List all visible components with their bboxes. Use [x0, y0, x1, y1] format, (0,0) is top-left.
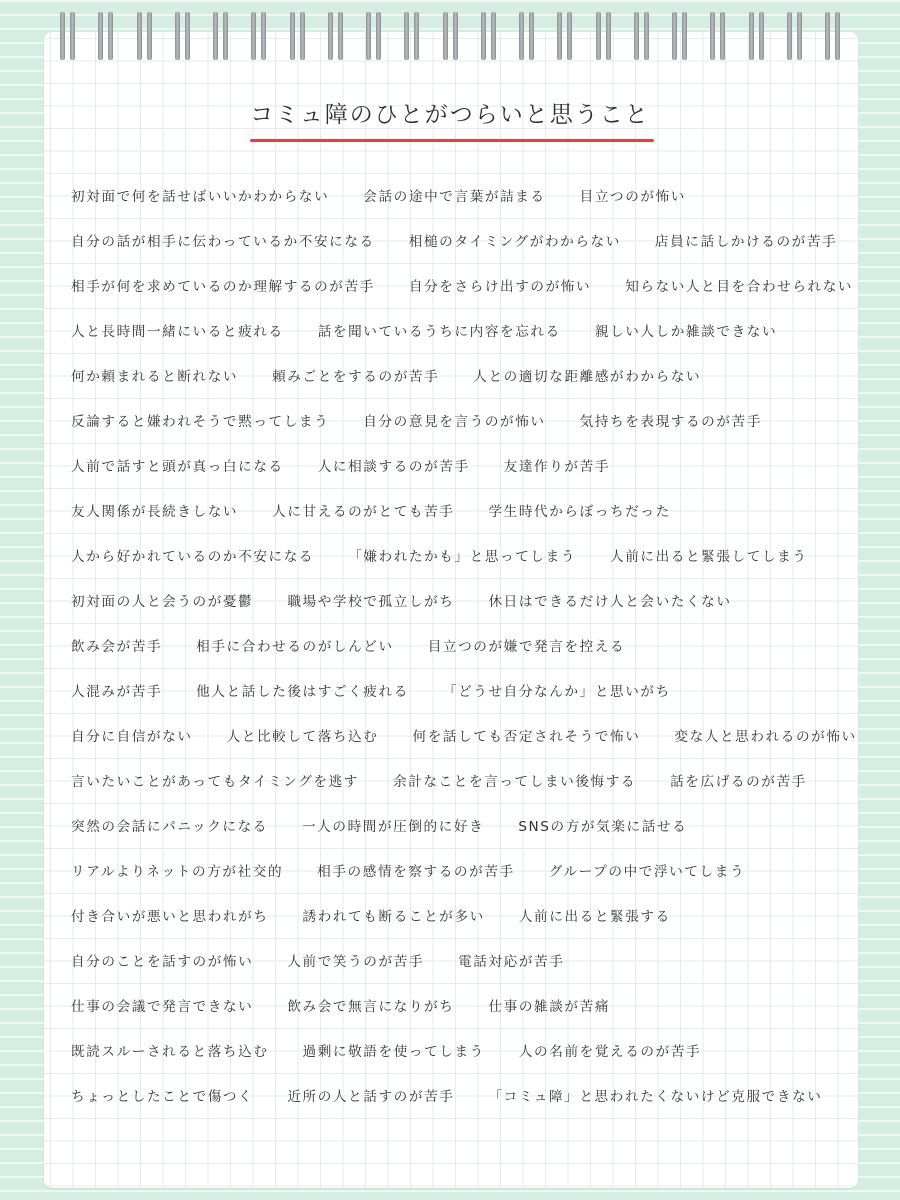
phrase-row	[71, 631, 861, 676]
binding-ring	[749, 12, 764, 60]
binding-ring	[672, 12, 687, 60]
phrase-text: 会話の途中で言葉が詰まる	[363, 189, 546, 205]
phrase-text: 余計なことを言ってしまい後悔する	[393, 774, 637, 790]
phrase-row	[71, 766, 861, 811]
phrase-row	[71, 496, 861, 541]
phrase-text: 近所の人と話すのが苦手	[287, 1089, 455, 1105]
binding-ring	[328, 12, 343, 60]
phrase-row	[71, 856, 861, 901]
binding-ring	[366, 12, 381, 60]
binding-ring	[443, 12, 458, 60]
phrase-text: 反論すると嫌われそうで黙ってしまう	[71, 414, 330, 430]
phrase-row	[71, 1036, 861, 1081]
phrase-text: 自分をさらけ出すのが怖い	[408, 279, 592, 295]
phrase-text: 「嫌われたかも」と思ってしまう	[348, 549, 577, 565]
phrase-row	[71, 541, 861, 586]
phrase-text: 人との適切な距離感がわからない	[473, 369, 702, 385]
phrase-text: リアルよりネットの方が社交的	[71, 864, 284, 880]
phrase-text: 気持ちを表現するのが苦手	[579, 414, 762, 430]
binding-ring	[596, 12, 611, 60]
phrase-text: 人前に出ると緊張してしまう	[610, 549, 808, 565]
phrase-text: 何か頼まれると断れない	[71, 369, 239, 385]
phrase-row	[71, 451, 861, 496]
phrase-text: 初対面の人と会うのが憂鬱	[71, 594, 254, 610]
phrase-text: 仕事の雑談が苦痛	[488, 999, 611, 1015]
binding-ring	[787, 12, 802, 60]
phrase-text: 飲み会が苦手	[71, 639, 163, 655]
phrase-text: 人に相談するのが苦手	[317, 459, 470, 475]
phrase-row	[71, 901, 861, 946]
phrase-text: 学生時代からぼっちだった	[488, 504, 671, 520]
phrase-row	[71, 721, 861, 766]
phrase-text: 仕事の会議で発言できない	[71, 999, 254, 1015]
phrase-text: 人前に出ると緊張する	[518, 909, 671, 925]
phrase-row	[71, 271, 861, 316]
phrase-text: 既読スルーされると落ち込む	[71, 1044, 269, 1060]
binding-ring	[825, 12, 840, 60]
phrase-text: 何を話しても否定されそうで怖い	[412, 729, 641, 745]
phrase-text: 付き合いが悪いと思われがち	[71, 909, 269, 925]
phrase-text: 誘われても断ることが多い	[302, 909, 485, 925]
phrase-text: 話を聞いているうちに内容を忘れる	[317, 324, 561, 340]
phrase-text: 相手の感情を察するのが苦手	[317, 864, 515, 880]
binding-ring	[710, 12, 725, 60]
phrase-row	[71, 226, 861, 271]
phrase-text: 親しい人しか雑談できない	[594, 324, 778, 340]
phrase-row	[71, 406, 861, 451]
binding-ring	[404, 12, 419, 60]
phrase-text: 自分の意見を言うのが怖い	[363, 414, 546, 430]
binding-ring	[290, 12, 305, 60]
phrase-text: 人と長時間一緒にいると疲れる	[71, 324, 284, 340]
phrase-text: 相手に合わせるのがしんどい	[196, 639, 394, 655]
phrase-list	[71, 181, 861, 1126]
phrase-text: 自分のことを話すのが怖い	[71, 954, 254, 970]
page-title: コミュ障のひとがつらいと思うこと	[250, 102, 650, 128]
phrase-text: ちょっとしたことで傷つく	[71, 1089, 254, 1105]
phrase-text: 突然の会話にパニックになる	[71, 819, 268, 835]
phrase-text: 「コミュ障」と思われたくないけど克服できない	[488, 1089, 823, 1105]
binding-ring	[175, 12, 190, 60]
phrase-text: 友達作りが苦手	[503, 459, 611, 475]
phrase-row	[71, 361, 861, 406]
phrase-text: 人に甘えるのがとても苦手	[272, 504, 455, 520]
phrase-text: 人混みが苦手	[71, 684, 163, 700]
phrase-text: 他人と話した後はすごく疲れる	[196, 684, 409, 700]
phrase-text: 電話対応が苦手	[458, 954, 565, 970]
phrase-text: 「どうせ自分なんか」と思いがち	[442, 684, 671, 700]
binding-ring	[60, 12, 75, 60]
phrase-text: SNSの方が気楽に話せる	[518, 819, 688, 835]
phrase-text: 頼みごとをするのが苦手	[272, 369, 440, 385]
binding-ring	[137, 12, 152, 60]
phrase-text: 目立つのが嫌で発言を控える	[427, 639, 626, 655]
phrase-text: 相槌のタイミングがわからない	[408, 234, 621, 250]
phrase-text: 自分の話が相手に伝わっているか不安になる	[71, 234, 375, 250]
phrase-text: 一人の時間が圧倒的に好き	[301, 819, 485, 835]
phrase-row	[71, 811, 861, 856]
binding-ring	[557, 12, 572, 60]
phrase-text: 話を広げるのが苦手	[670, 774, 807, 790]
phrase-row	[71, 991, 861, 1036]
phrase-text: 人から好かれているのか不安になる	[71, 549, 315, 565]
phrase-text: 人と比較して落ち込む	[226, 729, 379, 745]
phrase-row	[71, 181, 861, 226]
phrase-text: 自分に自信がない	[71, 729, 193, 745]
binding-ring	[481, 12, 496, 60]
phrase-text: 知らない人と目を合わせられない	[625, 279, 854, 295]
binding-ring	[519, 12, 534, 60]
binding-ring	[213, 12, 228, 60]
phrase-text: グループの中で浮いてしまう	[548, 864, 746, 880]
phrase-text: 過剰に敬語を使ってしまう	[302, 1044, 485, 1060]
phrase-text: 飲み会で無言になりがち	[287, 999, 455, 1015]
phrase-text: 友人関係が長続きしない	[71, 504, 239, 520]
phrase-text: 相手が何を求めているのか理解するのが苦手	[71, 279, 375, 295]
binding-ring	[98, 12, 113, 60]
phrase-row	[71, 316, 861, 361]
phrase-row	[71, 946, 861, 991]
phrase-text: 人前で話すと頭が真っ白になる	[71, 459, 284, 475]
phrase-text: 人の名前を覚えるのが苦手	[518, 1044, 702, 1060]
phrase-row	[71, 1081, 861, 1126]
phrase-text: 変な人と思われるのが怖い	[674, 729, 857, 745]
phrase-text: 店員に話しかけるのが苦手	[654, 234, 838, 250]
phrase-row	[71, 586, 861, 631]
phrase-text: 初対面で何を話せばいいかわからない	[71, 189, 330, 205]
phrase-text: 職場や学校で孤立しがち	[287, 594, 455, 610]
binding-ring	[251, 12, 266, 60]
binding-ring	[634, 12, 649, 60]
phrase-text: 休日はできるだけ人と会いたくない	[488, 594, 732, 610]
phrase-text: 言いたいことがあってもタイミングを逃す	[71, 774, 359, 790]
phrase-row	[71, 676, 861, 721]
spiral-binding	[60, 12, 840, 60]
phrase-text: 人前で笑うのが苦手	[287, 954, 425, 970]
phrase-text: 目立つのが怖い	[579, 189, 686, 205]
title-underline	[250, 139, 654, 142]
